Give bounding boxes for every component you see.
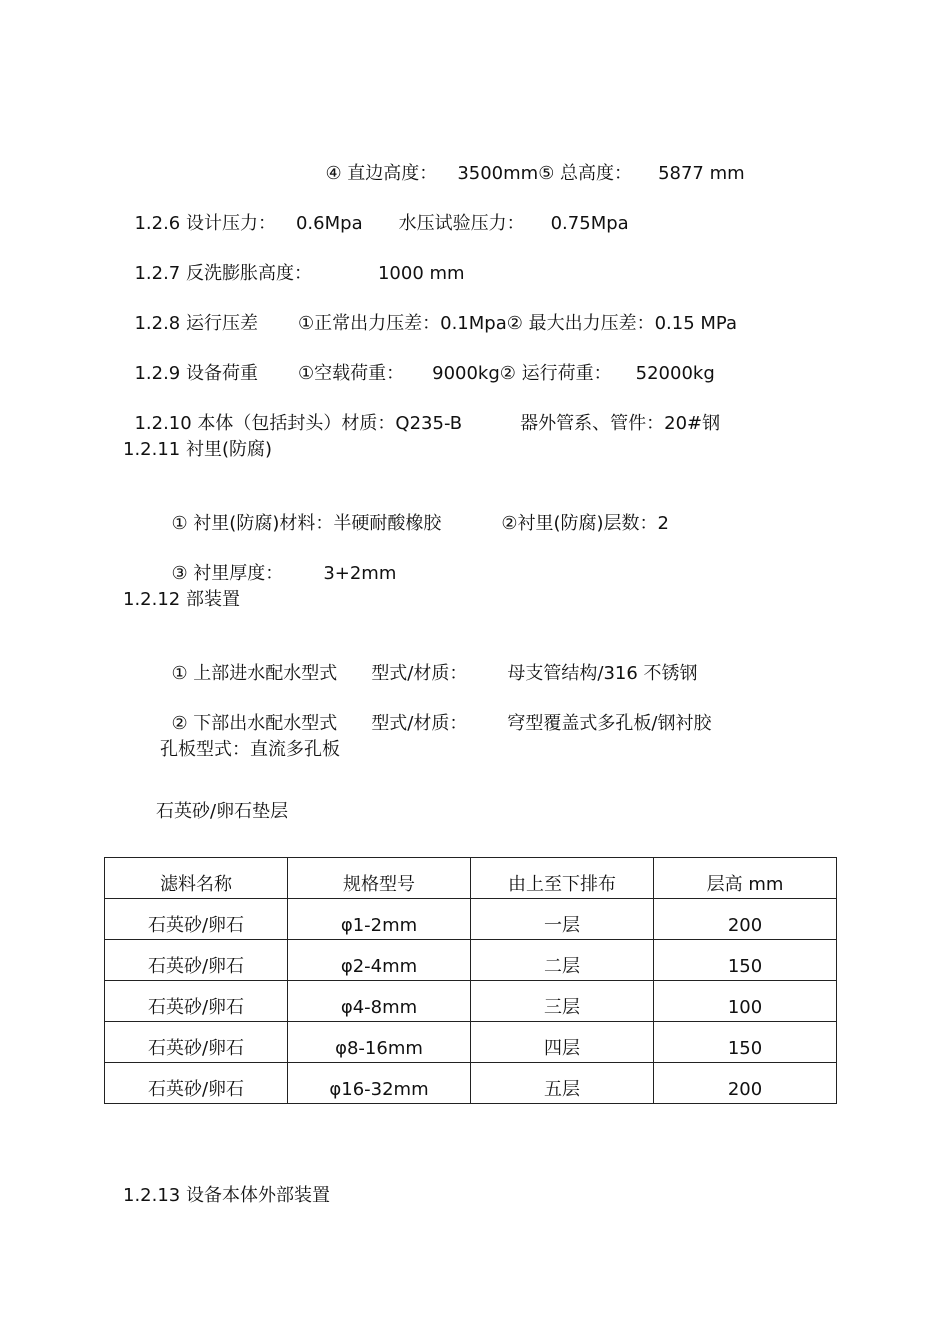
value-straight-height: 3500mm⑤ 总高度： — [457, 163, 633, 184]
value-operating-pressure-diff: ①正常出力压差：0.1Mpa② 最大出力压差：0.15 MPa — [297, 313, 737, 334]
table-cell: 三层 — [471, 981, 654, 1022]
value-lining-thickness: 3+2mm — [323, 563, 397, 584]
table-cell: 200 — [654, 899, 837, 940]
table-cell: 一层 — [471, 899, 654, 940]
table-header-row — [105, 858, 837, 899]
table-cell: 石英砂/卵石 — [105, 1022, 288, 1063]
table-cell: 石英砂/卵石 — [105, 899, 288, 940]
table-cell: 100 — [654, 981, 837, 1022]
table-cell: 石英砂/卵石 — [105, 1063, 288, 1104]
spec-line-1-2-8 — [123, 288, 737, 336]
spec-line-1-2-9 — [123, 338, 715, 386]
table-cell: 150 — [654, 940, 837, 981]
label-equipment-load: 1.2.9 设备荷重 — [134, 363, 258, 384]
value-lower-type: 穹型覆盖式多孔板/钢衬胶 — [507, 713, 712, 734]
table-cell: 200 — [654, 1063, 837, 1104]
table-header-cell: 由上至下排布 — [471, 858, 654, 899]
spec-line-1-2-6 — [123, 188, 629, 236]
value-upper-type: 母支管结构/316 不锈钢 — [507, 663, 698, 684]
spec-line-lining-material — [160, 488, 669, 536]
table-row — [105, 1022, 837, 1063]
section-heading-1-2-11: 1.2.11 衬里(防腐) — [123, 439, 273, 460]
section-heading-1-2-13: 1.2.13 设备本体外部装置 — [123, 1185, 330, 1206]
spec-line-1-2-7 — [123, 238, 465, 286]
label-operating-pressure-diff: 1.2.8 运行压差 — [134, 313, 258, 334]
value-empty-load: 9000kg② 运行荷重： — [432, 363, 612, 384]
value-design-pressure: 0.6Mpa — [295, 213, 363, 234]
spec-line-lining-thickness — [160, 538, 396, 586]
table-cell: 四层 — [471, 1022, 654, 1063]
table-cell: 二层 — [471, 940, 654, 981]
value-total-height: 5877 mm — [658, 163, 745, 184]
table-cell: φ16-32mm — [288, 1063, 471, 1104]
table-header-cell: 规格型号 — [288, 858, 471, 899]
value-lining-layers: ②衬里(防腐)层数：2 — [501, 513, 669, 534]
table-cell: 五层 — [471, 1063, 654, 1104]
table-header-cell: 层高 mm — [654, 858, 837, 899]
label-upper-type: 型式/材质： — [371, 663, 468, 684]
label-upper-distributor: ① 上部进水配水型式 — [171, 663, 338, 684]
value-piping-material: 器外管系、管件：20#钢 — [520, 413, 721, 434]
table-cell: 150 — [654, 1022, 837, 1063]
label-test-pressure: 水压试验压力： — [398, 213, 525, 234]
table-cell: φ2-4mm — [288, 940, 471, 981]
value-backwash-height: 1000 mm — [377, 263, 465, 284]
table-cell: 石英砂/卵石 — [105, 940, 288, 981]
filter-media-table — [104, 857, 837, 1104]
spec-line-plate-type: 孔板型式：直流多孔板 — [160, 739, 340, 760]
filter-bed-caption: 石英砂/卵石垫层 — [156, 801, 289, 822]
spec-line-straight-height — [314, 138, 745, 186]
label-lining-thickness: ③ 衬里厚度： — [171, 563, 284, 584]
table-row — [105, 940, 837, 981]
table-cell: φ1-2mm — [288, 899, 471, 940]
table-cell: φ8-16mm — [288, 1022, 471, 1063]
table-cell: φ4-8mm — [288, 981, 471, 1022]
table-row — [105, 981, 837, 1022]
table-header-cell: 滤料名称 — [105, 858, 288, 899]
label-straight-height: ④ 直边高度： — [325, 163, 438, 184]
label-backwash-height: 1.2.7 反洗膨胀高度： — [134, 263, 312, 284]
spec-line-upper-distributor — [160, 638, 698, 686]
value-body-material: 1.2.10 本体（包括封头）材质：Q235-B — [134, 413, 463, 434]
label-lower-type: 型式/材质： — [371, 713, 468, 734]
section-heading-1-2-12: 1.2.12 部装置 — [123, 589, 240, 610]
label-design-pressure: 1.2.6 设计压力： — [134, 213, 276, 234]
label-empty-load: ①空载荷重： — [297, 363, 405, 384]
table-cell: 石英砂/卵石 — [105, 981, 288, 1022]
spec-line-lower-distributor — [160, 688, 711, 736]
value-lining-material: ① 衬里(防腐)材料：半硬耐酸橡胶 — [171, 513, 442, 534]
label-lower-distributor: ② 下部出水配水型式 — [171, 713, 338, 734]
table-row — [105, 1063, 837, 1104]
value-test-pressure: 0.75Mpa — [550, 213, 629, 234]
value-operating-load: 52000kg — [635, 363, 715, 384]
table-row — [105, 899, 837, 940]
spec-line-1-2-10 — [123, 388, 720, 436]
